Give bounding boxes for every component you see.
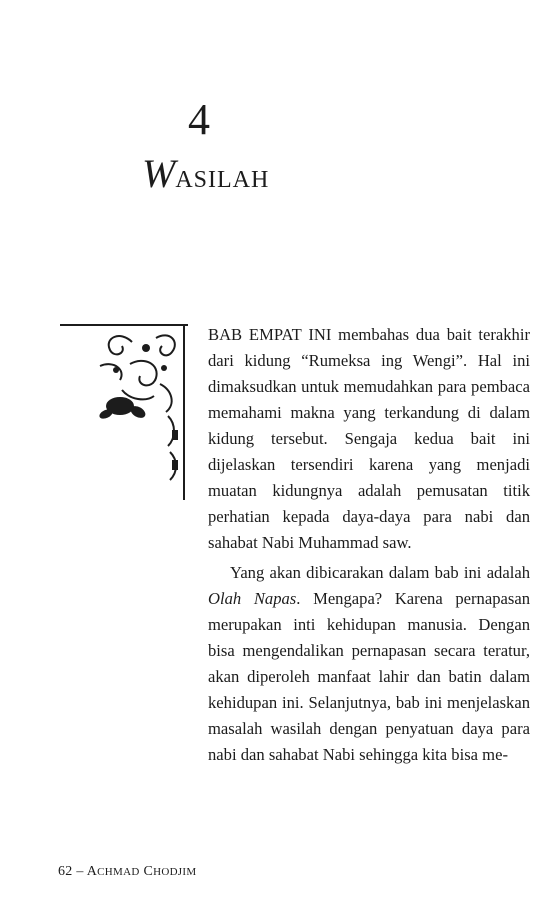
paragraph-1: BAB EMPAT INI membahas dua bait terakhir dari kidung “Rumeksa ing Wengi”. Hal ini dimaksudkan untuk memudahkan para pembaca memahami makna yang terkandung di dalam kidung tersebut. Sengaja kedua bait ini dijelaskan tersendiri karena yang menjadi muatan kidungnya adalah pemusatan titik perhatian kepada daya-daya para nabi dan sahabat Nabi Muhammad saw. bbox=[208, 325, 530, 552]
paragraph-2-emphasis: Olah Napas bbox=[208, 589, 297, 608]
chapter-title-initial: W bbox=[142, 151, 176, 196]
paragraph-2 bbox=[208, 560, 530, 768]
chapter-title bbox=[142, 151, 270, 200]
body-text bbox=[208, 322, 530, 768]
paragraph-2-pre: Yang akan dibicarakan dalam bab ini adalah bbox=[230, 563, 530, 582]
page-footer bbox=[58, 864, 196, 880]
author-name bbox=[87, 864, 197, 879]
chapter-number: 4 bbox=[188, 95, 210, 144]
author-initial-1: A bbox=[86, 864, 98, 879]
corner-ornament bbox=[60, 320, 192, 505]
page-number: 62 bbox=[58, 864, 73, 879]
author-initial-2: C bbox=[143, 864, 154, 879]
author-rest-1: CHMAD bbox=[97, 866, 140, 878]
author-rest-2: HODJIM bbox=[153, 866, 197, 878]
footer-separator: – bbox=[72, 864, 87, 879]
chapter-title-rest: ASILAH bbox=[175, 167, 270, 193]
paragraph-2-post: . Mengapa? Karena pernapasan merupakan inti kehidupan manusia. Dengan bisa mengendalikan pernapasan secara teratur, akan diperoleh manfaat lahir dan batin dalam kehidupan ini. Selanjutnya, bab ini menjelaskan masalah wasilah dengan penyatuan daya para nabi dan sahabat Nabi sehingga kita bisa me- bbox=[208, 589, 530, 764]
